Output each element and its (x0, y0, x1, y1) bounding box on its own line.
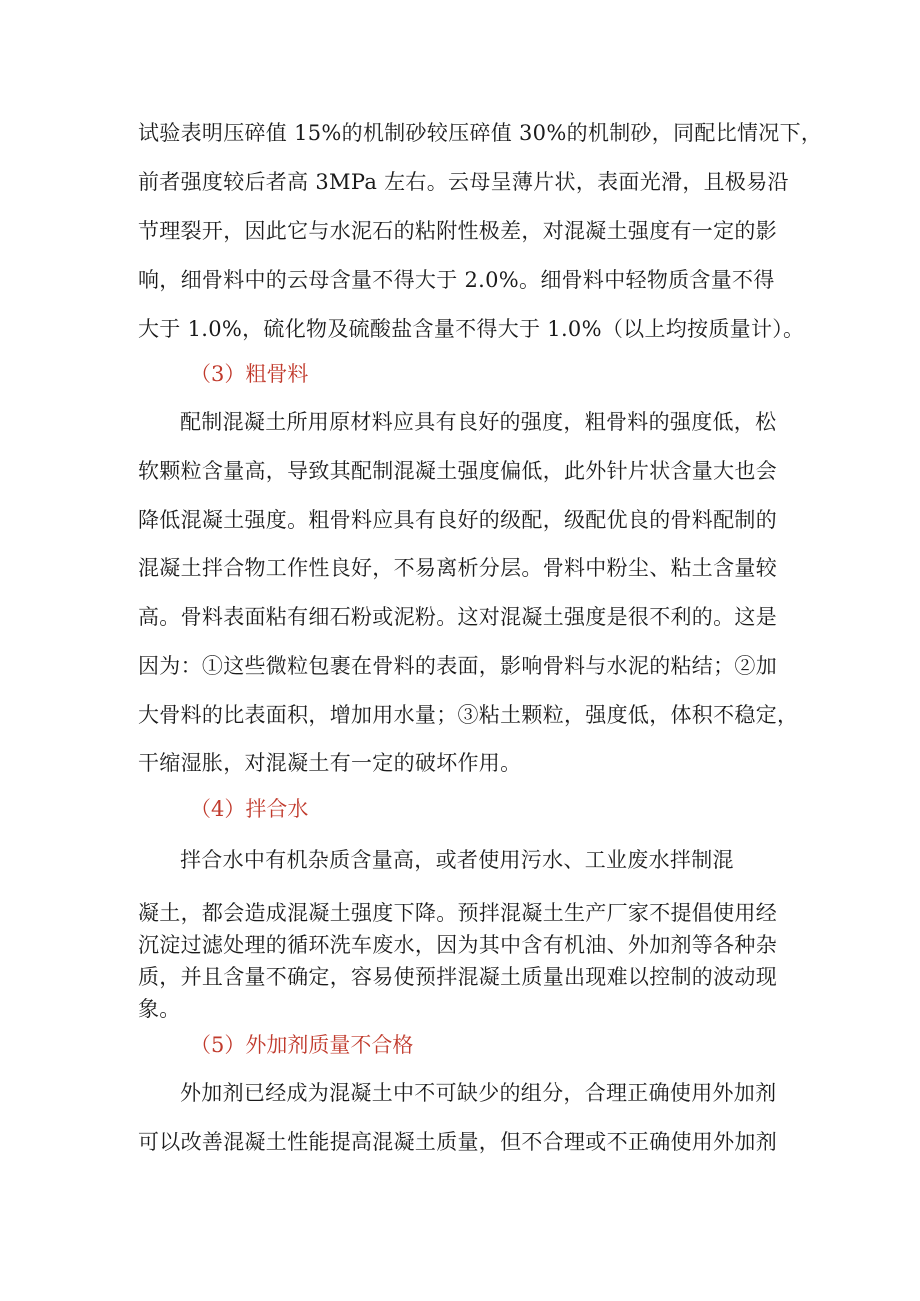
paragraph-line: 拌合水中有机杂质含量高，或者使用污水、工业废水拌制混 (180, 848, 734, 872)
paragraph-line: 配制混凝土所用原材料应具有良好的强度，粗骨料的强度低，松 (180, 410, 777, 434)
paragraph-line: 节理裂开，因此它与水泥石的粘附性极差，对混凝土强度有一定的影 (138, 219, 777, 243)
paragraph-line: 大于 1.0%，硫化物及硫酸盐含量不得大于 1.0%（以上均按质量计）。 (138, 317, 805, 341)
paragraph-line: 凝土，都会造成混凝土强度下降。预拌混凝土生产厂家不提倡使用经 (138, 901, 777, 925)
paragraph-line: 质，并且含量不确定，容易使预拌混凝土质量出现难以控制的波动现 (138, 965, 777, 989)
section-heading-admixture: （5）外加剂质量不合格 (190, 1033, 414, 1057)
paragraph-line: 试验表明压碎值 15%的机制砂较压碎值 30%的机制砂，同配比情况下， (138, 121, 823, 145)
section-heading-coarse-aggregate: （3）粗骨料 (190, 362, 309, 386)
paragraph-line: 高。骨料表面粘有细石粉或泥粉。这对混凝土强度是很不利的。这是 (138, 605, 777, 629)
paragraph-line: 前者强度较后者高 3MPa 左右。云母呈薄片状，表面光滑，且极易沿 (138, 170, 789, 194)
paragraph-line: 象。 (138, 997, 181, 1021)
paragraph-line: 干缩湿胀，对混凝土有一定的破坏作用。 (138, 751, 522, 775)
section-heading-mixing-water: （4）拌合水 (190, 797, 309, 821)
paragraph-line: 大骨料的比表面积，增加用水量；③粘土颗粒，强度低，体积不稳定， (138, 703, 799, 727)
paragraph-line: 混凝土拌合物工作性良好，不易离析分层。骨料中粉尘、粘土含量较 (138, 556, 777, 580)
paragraph-line: 降低混凝土强度。粗骨料应具有良好的级配，级配优良的骨料配制的 (138, 508, 777, 532)
paragraph-line: 因为：①这些微粒包裹在骨料的表面，影响骨料与水泥的粘结；②加 (138, 654, 777, 678)
paragraph-line: 响，细骨料中的云母含量不得大于 2.0%。细骨料中轻物质含量不得 (138, 268, 775, 292)
paragraph-line: 可以改善混凝土性能提高混凝土质量，但不合理或不正确使用外加剂 (138, 1130, 777, 1154)
paragraph-line: 外加剂已经成为混凝土中不可缺少的组分，合理正确使用外加剂 (180, 1081, 777, 1105)
paragraph-line: 沉淀过滤处理的循环洗车废水，因为其中含有机油、外加剂等各种杂 (138, 933, 777, 957)
paragraph-line: 软颗粒含量高，导致其配制混凝土强度偏低，此外针片状含量大也会 (138, 459, 777, 483)
